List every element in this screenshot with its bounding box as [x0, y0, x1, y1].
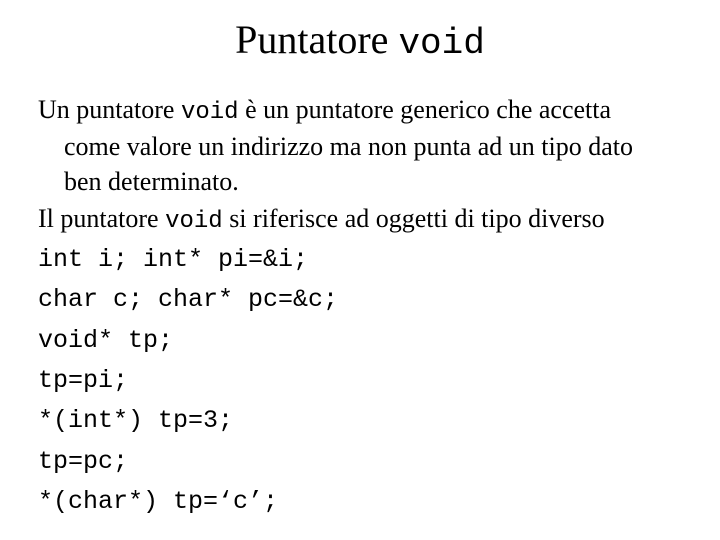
paragraph-1-text-a: Un puntatore [38, 95, 175, 124]
code-line-4: tp=pi; [38, 366, 129, 395]
code-line-1: int i; int* pi=&i; [38, 245, 309, 274]
title-code: void [398, 23, 485, 64]
paragraph-2-code: void [165, 208, 223, 235]
code-line-7: *(char*) tp=‘c’; [38, 487, 279, 516]
paragraph-2-text-a: Il puntatore [38, 204, 159, 233]
code-line-2: char c; char* pc=&c; [38, 285, 339, 314]
paragraph-1-line-2: come valore un indirizzo ma non punta ad un tipo dato [64, 132, 633, 161]
paragraph-1-code: void [180, 99, 239, 126]
code-line-5: *(int*) tp=3; [38, 406, 234, 435]
paragraph-1-line-1 [38, 94, 611, 129]
paragraph-1-line-3: ben determinato. [64, 167, 239, 196]
slide-title [0, 12, 720, 72]
paragraph-1-text-b: è un puntatore generico che accetta [245, 95, 612, 124]
title-text: Puntatore [235, 17, 389, 62]
code-line-3: void* tp; [38, 326, 174, 355]
paragraph-2 [38, 203, 605, 238]
code-line-6: tp=pc; [38, 447, 129, 476]
paragraph-2-text-b: si riferisce ad oggetti di tipo diverso [229, 204, 605, 233]
